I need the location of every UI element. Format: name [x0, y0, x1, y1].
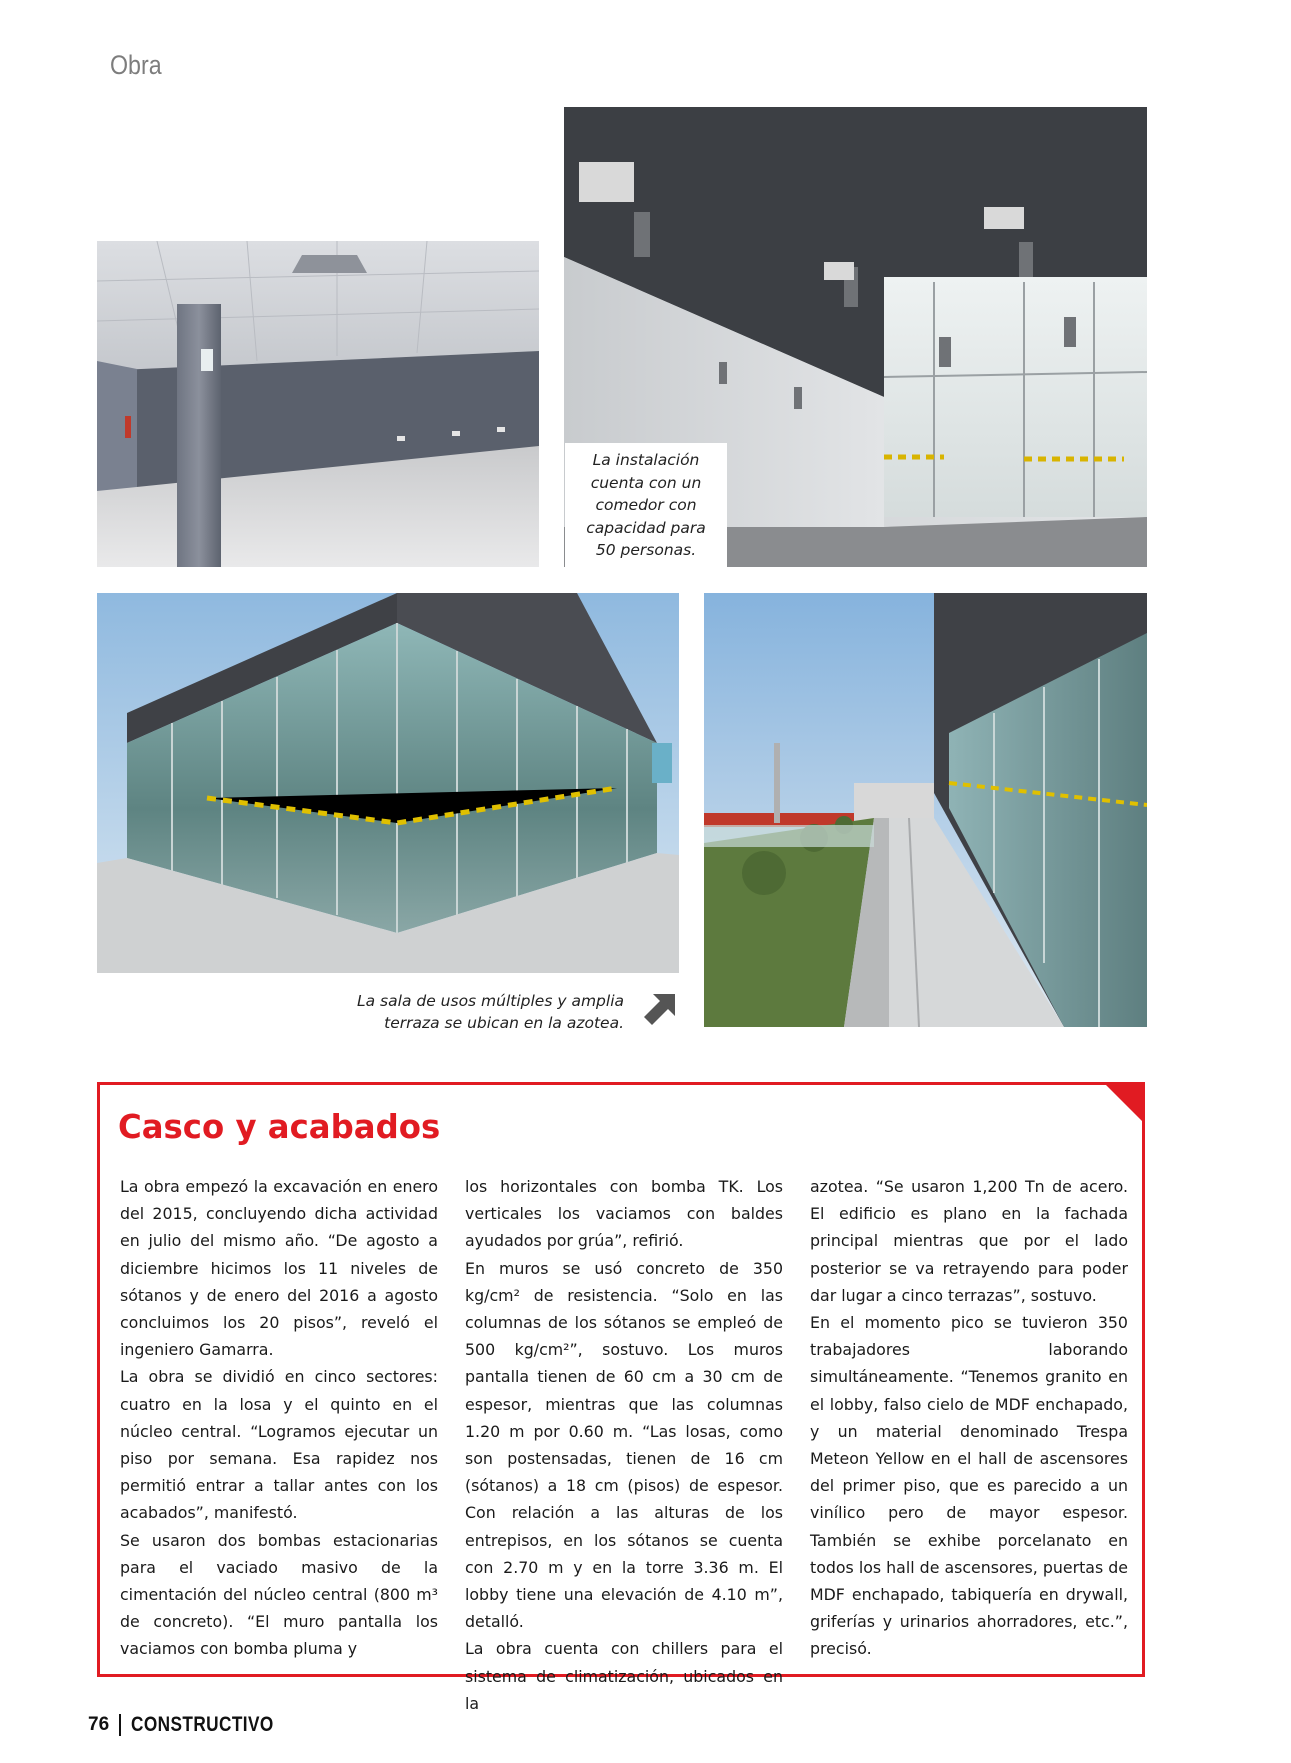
paragraph: La obra cuenta con chillers para el sistema de climatización, ubicados en la — [465, 1639, 783, 1713]
caption-line: La instalación — [592, 451, 700, 469]
article-box — [97, 1082, 1145, 1713]
page-number: 76 — [88, 1714, 110, 1735]
paragraph: En el momento pico se tuvieron 350 trabajadores laborando simultáneamente. “Tenemos granito en el lobby, falso cielo de MDF enchapado, y un material denominado Trespa Meteon Yellow en el hall de ascensores del primer piso, que es parecido a un vinílico pero de mayor espesor. También se exhibe porcelanato en todos los hall de ascensores, puertas de MDF enchapado, tabiquería en drywall, griferías y urinarios ahorradores, etc.”, precisó. — [810, 1313, 1128, 1659]
photo-office-interior — [97, 241, 539, 567]
paragraph: Se usaron dos bombas estacionarias para el vaciado masivo de la cimentación del núcleo central (800 m³ de concreto). “El muro pantalla los vaciamos con bomba pluma y — [120, 1530, 438, 1659]
office-interior-photo-icon — [97, 241, 539, 567]
caption-line: comedor con — [595, 496, 697, 514]
footer-divider — [119, 1714, 121, 1736]
terrace-walkway-photo-icon — [704, 593, 1147, 1027]
corner-triangle-icon — [1103, 1082, 1145, 1124]
caption-line: La sala de usos múltiples y amplia — [357, 992, 624, 1010]
caption-dining — [565, 443, 727, 567]
glass-terrace-photo-icon — [97, 593, 679, 973]
article-column-2 — [465, 1173, 783, 1717]
article-title: Casco y acabados — [118, 1107, 441, 1146]
caption-line: terraza se ubican en la azotea. — [384, 1014, 624, 1032]
caption-line: cuenta con un — [590, 473, 702, 492]
paragraph: azotea. “Se usaron 1,200 Tn de acero. El edificio es plano en la fachada principal mientras que por el lado posterior se va retrayendo para poder dar lugar a cinco terrazas”, sostuvo. — [810, 1177, 1128, 1305]
caption-line: 50 personas. — [595, 541, 697, 559]
page-footer — [88, 1710, 305, 1740]
photo-terrace-corner — [97, 593, 679, 973]
article-column-3 — [810, 1173, 1128, 1663]
photo-terrace-walkway — [704, 593, 1147, 1027]
paragraph: La obra se dividió en cinco sectores: cuatro en la losa y el quinto en el núcleo central. “Logramos ejecutar un piso por semana. Esa rapidez nos permitió entrar a tallar antes con los acabados”, manifestó. — [120, 1367, 438, 1523]
caption-terrace — [330, 990, 624, 1034]
caption-line: capacidad para — [586, 518, 706, 537]
magazine-name: CONSTRUCTIVO — [131, 1713, 274, 1736]
paragraph: En muros se usó concreto de 350 kg/cm² de resistencia. “Solo en las columnas de los sótanos se empleó de 500 kg/cm²”, sostuvo. Los muros pantalla tienen de 60 cm a 30 cm de espesor, mientras que las columnas 1.20 m por 0.60 m. “Las losas, como son postensadas, tienen de 16 cm (sótanos) a 18 cm (pisos) de espesor. Con relación a las alturas de los entrepisos, en los sótanos se cuenta con 2.70 m y en la torre 3.36 m. El lobby tiene una elevación de 4.10 m”, detalló. — [465, 1258, 783, 1632]
section-label: Obra — [110, 50, 162, 80]
paragraph: los horizontales con bomba TK. Los verticales los vaciamos con baldes ayudados por grúa”, refirió. — [465, 1177, 783, 1251]
paragraph: La obra empezó la excavación en enero del 2015, concluyendo dicha actividad en julio del mismo año. “De agosto a diciembre hicimos los 11 niveles de sótanos y de enero del 2016 a agosto concluimos los 20 pisos”, reveló el ingeniero Gamarra. — [120, 1177, 438, 1360]
arrow-up-right-icon — [643, 990, 679, 1026]
article-column-1 — [120, 1173, 438, 1663]
